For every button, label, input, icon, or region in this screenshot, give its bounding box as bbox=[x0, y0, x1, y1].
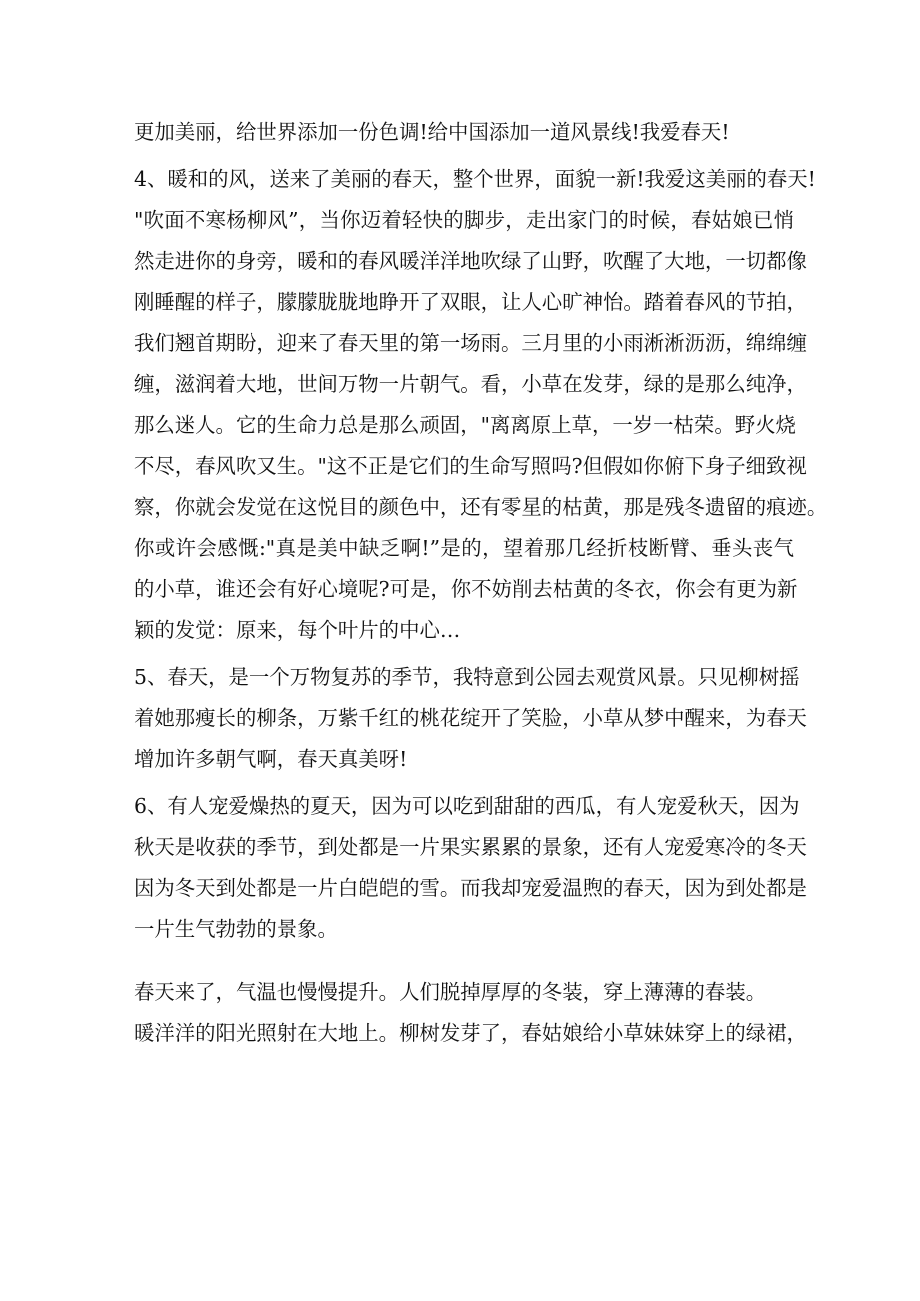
text-line: 增加许多朝气啊，春天真美呀! bbox=[134, 747, 408, 771]
text-line: 一片生气勃勃的景象。 bbox=[134, 917, 338, 941]
text-line: 那么迷人。它的生命力总是那么顽固，"离离原上草，一岁一枯荣。野火烧 bbox=[134, 413, 796, 437]
text-line: 颖的发觉：原来，每个叶片的中心… bbox=[134, 618, 461, 642]
paragraph-5 bbox=[134, 657, 807, 780]
text-line: 5、春天，是一个万物复苏的季节，我特意到公园去观赏风景。只见柳树摇 bbox=[134, 665, 800, 689]
text-line: 4、暖和的风，送来了美丽的春天，整个世界，面貌一新!我爱这美丽的春天! bbox=[134, 167, 816, 191]
text-line: 缠，滋润着大地，世间万物一片朝气。看，小草在发芽，绿的是那么纯净， bbox=[134, 372, 807, 396]
text-line: "吹面不寒杨柳风”，当你迈着轻快的脚步，走出家门的时候，春姑娘已悄 bbox=[134, 208, 794, 232]
paragraph-4 bbox=[134, 159, 828, 651]
paragraph-1 bbox=[134, 112, 794, 153]
text-line: 春天来了，气温也慢慢提升。人们脱掉厚厚的冬装，穿上薄薄的春装。 bbox=[134, 980, 767, 1004]
paragraph-gap bbox=[134, 950, 794, 972]
paragraph-spring-sunshine bbox=[134, 1013, 807, 1054]
text-line: 6、有人宠爱燥热的夏天，因为可以吃到甜甜的西瓜，有人宠爱秋天，因为 bbox=[134, 794, 800, 818]
text-line: 我们翘首期盼，迎来了春天里的第一场雨。三月里的小雨淅淅沥沥，绵绵缠 bbox=[134, 331, 807, 355]
text-line: 暖洋洋的阳光照射在大地上。柳树发芽了，春姑娘给小草妹妹穿上的绿裙， bbox=[134, 1021, 807, 1045]
text-line: 更加美丽，给世界添加一份色调!给中国添加一道风景线!我爱春天! bbox=[134, 120, 730, 144]
text-line: 着她那瘦长的柳条，万紫千红的桃花绽开了笑脸，小草从梦中醒来，为春天 bbox=[134, 706, 807, 730]
text-line: 然走进你的身旁，暖和的春风暖洋洋地吹绿了山野，吹醒了大地，一切都像 bbox=[134, 249, 807, 273]
text-line: 察，你就会发觉在这悦目的颜色中，还有零星的枯黄，那是残冬遗留的痕迹。 bbox=[134, 495, 828, 519]
text-line: 因为冬天到处都是一片白皑皑的雪。而我却宠爱温煦的春天，因为到处都是 bbox=[134, 876, 807, 900]
document-page bbox=[134, 112, 828, 1054]
text-line: 的小草，谁还会有好心境呢?可是，你不妨削去枯黄的冬衣，你会有更为新 bbox=[134, 577, 798, 601]
paragraph-6 bbox=[134, 786, 807, 950]
text-line: 你或许会感慨:"真是美中缺乏啊!”是的，望着那几经折枝断臂、垂头丧气 bbox=[134, 536, 794, 560]
text-line: 不尽，春风吹又生。"这不正是它们的生命写照吗?但假如你俯下身子细致视 bbox=[134, 454, 807, 478]
text-line: 秋天是收获的季节，到处都是一片果实累累的景象，还有人宠爱寒冷的冬天 bbox=[134, 835, 807, 859]
paragraph-spring-temperature bbox=[134, 972, 794, 1013]
text-line: 刚睡醒的样子，朦朦胧胧地睁开了双眼，让人心旷神怡。踏着春风的节拍， bbox=[134, 290, 807, 314]
